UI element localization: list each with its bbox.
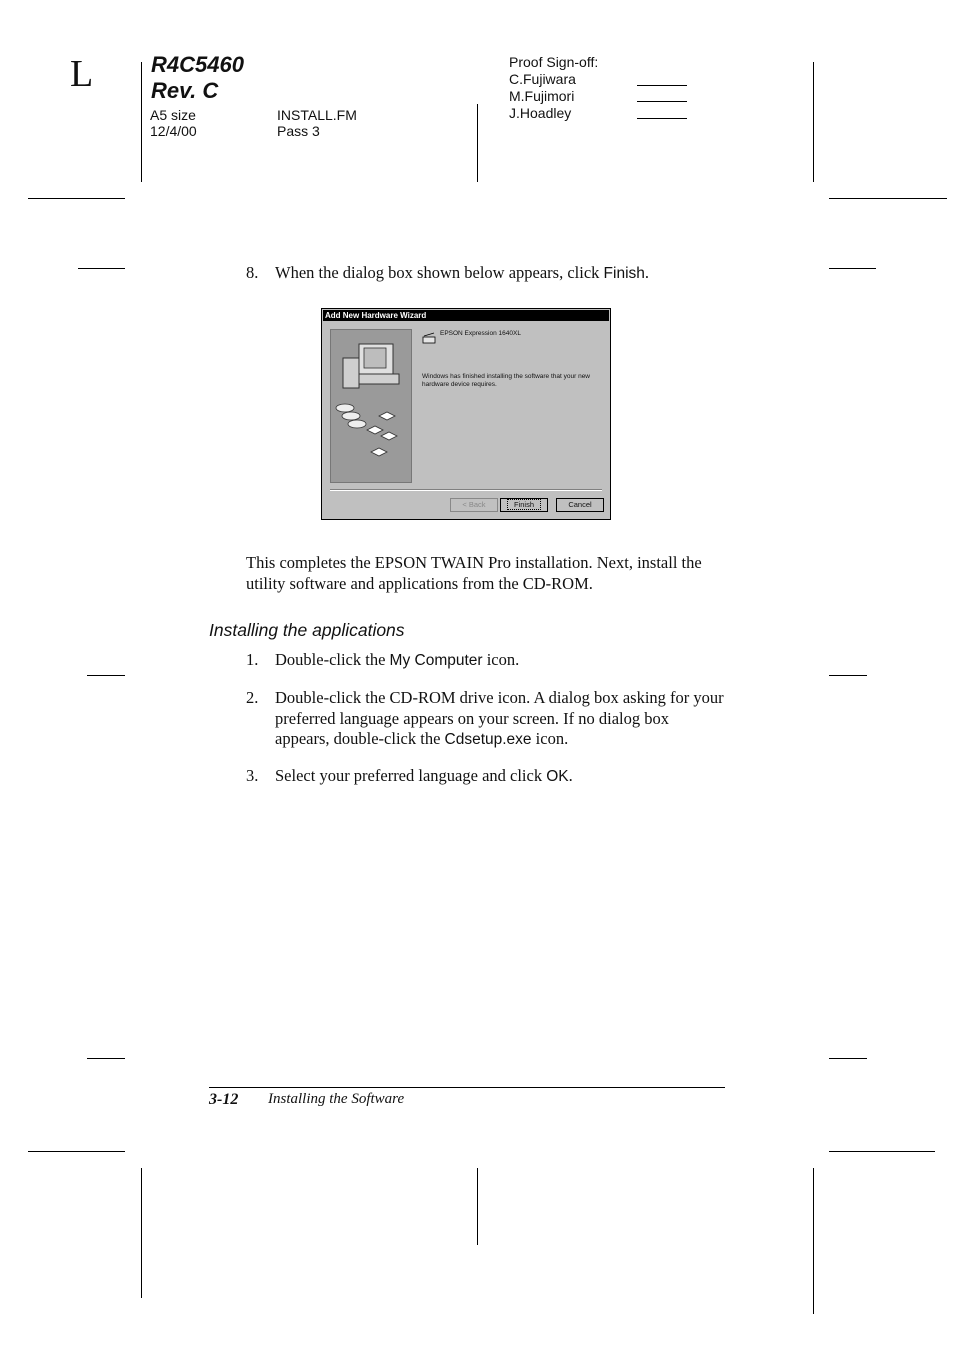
crop-mark — [87, 1058, 125, 1059]
footer-rule — [209, 1087, 725, 1088]
crop-mark — [28, 1151, 125, 1152]
signature-line — [637, 101, 687, 102]
step-text: Double-click the CD-ROM drive icon. A dialog box asking for your preferred language appears on your screen. If no dialog box appears, double-click the Cdsetup.exe icon. — [275, 688, 724, 748]
paper-size: A5 size — [150, 107, 196, 123]
proof-title: Proof Sign-off: — [509, 54, 599, 70]
dialog-title-bar: Add New Hardware Wizard — [323, 310, 609, 321]
dialog-separator — [330, 489, 602, 491]
wizard-illustration — [330, 329, 412, 483]
proof-signoff — [509, 54, 598, 122]
page-number: 3-12 — [209, 1091, 239, 1108]
signer: J.Hoadley — [509, 105, 572, 121]
step-number: 1. — [246, 650, 259, 669]
crop-mark — [28, 198, 125, 199]
model-number: R4C5460 Rev. C — [151, 52, 244, 103]
crop-mark — [141, 1168, 142, 1298]
crop-mark — [829, 268, 876, 269]
crop-mark — [829, 1151, 935, 1152]
cancel-button[interactable]: Cancel — [556, 498, 604, 512]
dialog-message: Windows has finished installing the software that your new hardware device requires. — [422, 373, 591, 388]
device-name: EPSON Expression 1640XL — [440, 330, 521, 337]
crop-mark — [829, 675, 867, 676]
completion-paragraph: This completes the EPSON TWAIN Pro installation. Next, install the utility software and applications from the CD-ROM. — [246, 553, 702, 593]
pass-number: Pass 3 — [277, 123, 320, 139]
crop-mark — [477, 104, 478, 182]
step-8-text: When the dialog box shown below appears, click Finish. — [275, 263, 650, 282]
add-new-hardware-dialog — [321, 308, 611, 520]
crop-mark — [813, 62, 814, 182]
corner-mark: L — [70, 53, 94, 95]
finish-button[interactable]: Finish — [500, 498, 548, 512]
scanner-icon — [422, 331, 436, 345]
revision-date: 12/4/00 — [150, 123, 197, 139]
chapter-title: Installing the Software — [268, 1091, 405, 1107]
signer: M.Fujimori — [509, 88, 575, 104]
crop-mark — [813, 1168, 814, 1314]
step-text: Double-click the My Computer icon. — [275, 650, 520, 669]
back-button[interactable]: < Back — [450, 498, 498, 512]
step-number: 3. — [246, 766, 259, 785]
computer-icon — [331, 330, 411, 482]
crop-mark — [141, 62, 142, 182]
signature-line — [637, 118, 687, 119]
step-text: Select your preferred language and click OK. — [275, 766, 573, 785]
crop-mark — [477, 1168, 478, 1245]
step-number: 8. — [246, 263, 259, 282]
crop-mark — [829, 1058, 867, 1059]
file-name: INSTALL.FM — [277, 107, 357, 123]
section-heading: Installing the applications — [209, 620, 405, 640]
crop-mark — [78, 268, 125, 269]
crop-mark — [87, 675, 125, 676]
signature-line — [637, 85, 687, 86]
crop-mark — [829, 198, 947, 199]
step-number: 2. — [246, 688, 259, 707]
signer: C.Fujiwara — [509, 71, 576, 87]
